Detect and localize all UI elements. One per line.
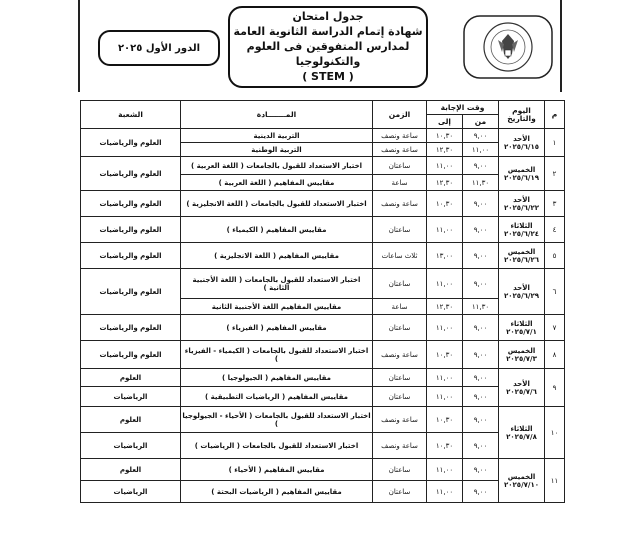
day-name: الخميس: [507, 472, 536, 481]
table-row: [81, 369, 565, 387]
row-number: ٧: [545, 315, 565, 341]
start-time: ٩,٠٠: [463, 433, 499, 459]
title-box: [228, 6, 428, 88]
row-number: ٨: [545, 341, 565, 369]
end-time: ١١,٠٠: [427, 459, 463, 481]
table-row: [81, 129, 565, 143]
start-time: ٩,٠٠: [463, 217, 499, 243]
branch: العلوم والرياضيات: [81, 191, 181, 217]
end-time: ١٠,٣٠: [427, 407, 463, 433]
document-header: [78, 0, 562, 96]
subject: مقاييس المفاهيم ( الأحياء ): [181, 459, 373, 481]
subject: مقاييس المفاهيم اللغة الأجنبية الثانية: [181, 299, 373, 315]
end-time: ١٢,٣٠: [427, 175, 463, 191]
exam-date: ٢٠٢٥/٧/١٠: [503, 480, 540, 489]
subject: مقاييس المفاهيم ( الفيزياء ): [181, 315, 373, 341]
col-header-num: م: [545, 101, 565, 129]
title-line-3: لمدارس المتفوقين فى العلوم والتكنولوجيا: [246, 40, 410, 68]
table-row: [81, 341, 565, 369]
day-date-cell: [499, 341, 545, 369]
day-date-cell: [499, 191, 545, 217]
day-name: الثلاثاء: [510, 319, 533, 328]
end-time: ١١,٠٠: [427, 217, 463, 243]
row-number: ٢: [545, 157, 565, 191]
day-name: الخميس: [507, 346, 536, 355]
end-time: ١١,٠٠: [427, 369, 463, 387]
day-name: الأحد: [513, 195, 530, 204]
end-time: ١١,٠٠: [427, 481, 463, 503]
start-time: ١١,٠٠: [463, 143, 499, 157]
end-time: ١١,٠٠: [427, 157, 463, 175]
start-time: ٩,٠٠: [463, 129, 499, 143]
day-name: الخميس: [507, 165, 536, 174]
start-time: ٩,٠٠: [463, 315, 499, 341]
row-number: ٥: [545, 243, 565, 269]
exam-date: ٢٠٢٥/٦/١٩: [503, 173, 540, 182]
start-time: ٩,٠٠: [463, 243, 499, 269]
branch: العلوم والرياضيات: [81, 341, 181, 369]
exam-date: ٢٠٢٥/٧/٨: [506, 432, 537, 441]
duration: ساعة ونصف: [373, 143, 427, 157]
table-row: [81, 315, 565, 341]
row-number: ١٠: [545, 407, 565, 459]
day-name: الخميس: [507, 247, 536, 256]
start-time: ٩,٠٠: [463, 191, 499, 217]
branch: العلوم والرياضيات: [81, 269, 181, 315]
table-row: [81, 459, 565, 481]
row-number: ١: [545, 129, 565, 157]
branch: الرياضيات: [81, 433, 181, 459]
col-header-subject: المـــــــادة: [181, 101, 373, 129]
row-number: ٣: [545, 191, 565, 217]
duration: ساعتان: [373, 217, 427, 243]
exam-date: ٢٠٢٥/٧/٦: [506, 387, 537, 396]
duration: ساعتان: [373, 157, 427, 175]
exam-date: ٢٠٢٥/٧/٣: [506, 354, 537, 363]
col-header-day-date: اليوم والتاريخ: [499, 101, 545, 129]
end-time: ١٠,٣٠: [427, 341, 463, 369]
day-date-cell: [499, 217, 545, 243]
table-row: [81, 387, 565, 407]
subject: مقاييس المفاهيم ( الجيولوجيا ): [181, 369, 373, 387]
duration: ساعة ونصف: [373, 407, 427, 433]
day-date-cell: [499, 407, 545, 459]
branch: العلوم: [81, 407, 181, 433]
day-date-cell: [499, 129, 545, 157]
end-time: ١٠,٣٠: [427, 129, 463, 143]
start-time: ٩,٠٠: [463, 369, 499, 387]
day-name: الثلاثاء: [510, 221, 533, 230]
end-time: ١١,٠٠: [427, 387, 463, 407]
col-header-branch: الشعبة: [81, 101, 181, 129]
branch: الرياضيات: [81, 481, 181, 503]
start-time: ٩,٠٠: [463, 341, 499, 369]
start-time: ١١,٣٠: [463, 299, 499, 315]
duration: ساعتان: [373, 387, 427, 407]
title-line-4: ( STEM ): [302, 70, 354, 83]
duration: ساعتان: [373, 315, 427, 341]
day-name: الأحد: [513, 379, 530, 388]
table-row: [81, 407, 565, 433]
row-number: ١١: [545, 459, 565, 503]
day-name: الأحد: [513, 283, 530, 292]
table-row: [81, 243, 565, 269]
subject: التربية الدينية: [181, 129, 373, 143]
subject: اختبار الاستعداد للقبول بالجامعات ( اللغة الأجنبية الثانية ): [181, 269, 373, 299]
duration: ساعة ونصف: [373, 341, 427, 369]
col-header-duration: الزمن: [373, 101, 427, 129]
schedule-table: [80, 100, 565, 503]
subject: مقاييس المفاهيم ( الرياضيات البحتة ): [181, 481, 373, 503]
subject: مقاييس المفاهيم ( اللغة العربية ): [181, 175, 373, 191]
day-date-cell: [499, 369, 545, 407]
end-time: ١٢,٣٠: [427, 143, 463, 157]
end-time: ١١,٠٠: [427, 315, 463, 341]
duration: ساعتان: [373, 459, 427, 481]
subject: اختبار الاستعداد للقبول بالجامعات ( اللغة الانجليزية ): [181, 191, 373, 217]
table-row: [81, 217, 565, 243]
duration: ساعتان: [373, 481, 427, 503]
end-time: ١٠,٣٠: [427, 191, 463, 217]
table-row: [81, 433, 565, 459]
exam-round-badge: [98, 30, 220, 66]
exam-date: ٢٠٢٥/٦/٢٤: [503, 229, 540, 238]
branch: العلوم والرياضيات: [81, 243, 181, 269]
col-header-to: إلى: [427, 115, 463, 129]
exam-date: ٢٠٢٥/٦/٢٢: [503, 203, 540, 212]
branch: العلوم والرياضيات: [81, 157, 181, 191]
duration: ساعة: [373, 299, 427, 315]
row-number: ٦: [545, 269, 565, 315]
end-time: ١٢,٣٠: [427, 299, 463, 315]
day-date-cell: [499, 459, 545, 503]
branch: العلوم والرياضيات: [81, 217, 181, 243]
exam-date: ٢٠٢٥/٧/١: [506, 327, 537, 336]
day-date-cell: [499, 315, 545, 341]
duration: ساعتان: [373, 269, 427, 299]
title-line-1: جدول امتحان: [292, 10, 364, 23]
col-header-from: من: [463, 115, 499, 129]
start-time: ٩,٠٠: [463, 269, 499, 299]
branch: العلوم: [81, 369, 181, 387]
table-row: [81, 269, 565, 299]
duration: ساعتان: [373, 369, 427, 387]
day-date-cell: [499, 269, 545, 315]
duration: ساعة ونصف: [373, 129, 427, 143]
subject: اختبار الاستعداد للقبول بالجامعات ( الرياضيات ): [181, 433, 373, 459]
branch: الرياضيات: [81, 387, 181, 407]
subject: اختبار الاستعداد للقبول بالجامعات ( اللغة العربية ): [181, 157, 373, 175]
start-time: ٩,٠٠: [463, 407, 499, 433]
branch: العلوم والرياضيات: [81, 315, 181, 341]
table-row: [81, 481, 565, 503]
subject: مقاييس المفاهيم ( الكيمياء ): [181, 217, 373, 243]
exam-date: ٢٠٢٥/٦/٢٦: [503, 255, 540, 264]
subject: اختبار الاستعداد للقبول بالجامعات ( الكيمياء - الفيزياء ): [181, 341, 373, 369]
subject: مقاييس المفاهيم ( اللغة الانجليزية ): [181, 243, 373, 269]
table-row: [81, 157, 565, 175]
duration: ثلاث ساعات: [373, 243, 427, 269]
branch: العلوم والرياضيات: [81, 129, 181, 157]
start-time: ١١,٣٠: [463, 175, 499, 191]
duration: ساعة ونصف: [373, 433, 427, 459]
start-time: ٩,٠٠: [463, 481, 499, 503]
row-number: ٤: [545, 217, 565, 243]
start-time: ٩,٠٠: [463, 459, 499, 481]
day-name: الثلاثاء: [510, 424, 533, 433]
exam-round-label: الدور الأول ٢٠٢٥: [117, 42, 201, 54]
exam-date: ٢٠٢٥/٦/٢٩: [503, 291, 540, 300]
day-date-cell: [499, 157, 545, 191]
table-row: [81, 191, 565, 217]
branch: العلوم: [81, 459, 181, 481]
day-name: الأحد: [513, 134, 530, 143]
title-line-2: شهادة إتمام الدراسة الثانوية العامة: [233, 25, 423, 38]
duration: ساعة ونصف: [373, 191, 427, 217]
end-time: ١٣,٠٠: [427, 243, 463, 269]
day-date-cell: [499, 243, 545, 269]
duration: ساعة: [373, 175, 427, 191]
subject: التربية الوطنية: [181, 143, 373, 157]
col-header-time: وقت الإجابة: [427, 101, 499, 115]
end-time: ١١,٠٠: [427, 269, 463, 299]
row-number: ٩: [545, 369, 565, 407]
subject: مقاييس المفاهيم ( الرياضيات التطبيقية ): [181, 387, 373, 407]
ministry-logo-icon: [462, 14, 554, 80]
start-time: ٩,٠٠: [463, 387, 499, 407]
end-time: ١٠,٣٠: [427, 433, 463, 459]
subject: اختبار الاستعداد للقبول بالجامعات ( الأحياء - الجيولوجيا ): [181, 407, 373, 433]
exam-date: ٢٠٢٥/٦/١٥: [503, 142, 540, 151]
start-time: ٩,٠٠: [463, 157, 499, 175]
